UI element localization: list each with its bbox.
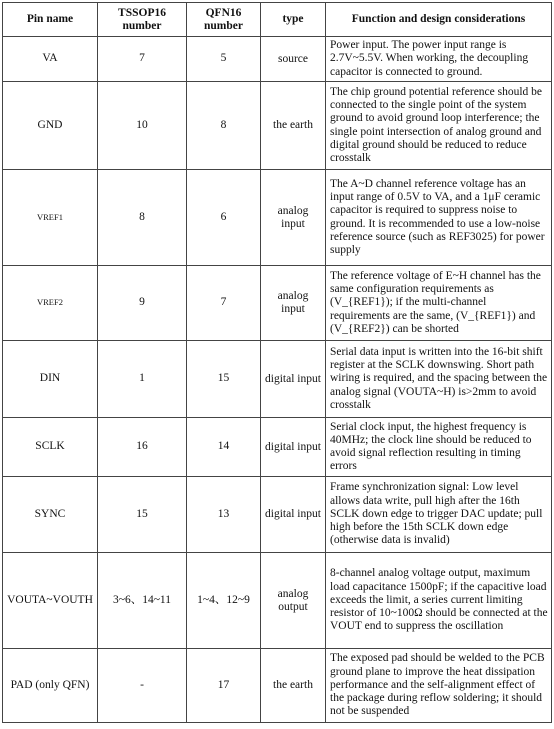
table-row	[3, 266, 552, 341]
table-row	[3, 553, 552, 649]
qfn-number-cell: 1~4、12~9	[187, 553, 261, 649]
type-cell: digital input	[261, 477, 326, 553]
pin-name-cell: VOUTA~VOUTH	[3, 553, 98, 649]
table-row	[3, 37, 552, 82]
qfn-number-cell: 15	[187, 341, 261, 418]
function-cell: Frame synchronization signal: Low level allows data write, pull high after the 16th SCLK down edge to trigger DAC update; pull high before the 15th SCLK down edge (otherwise data is invalid)	[326, 477, 552, 553]
tssop-number-cell: 3~6、14~11	[98, 553, 187, 649]
tssop-number-cell: 1	[98, 341, 187, 418]
function-cell: The reference voltage of E~H channel has the same configuration requirements as (V_{REF1}); if the multi-channel requirements are the same, (V_{REF1}) and (V_{REF2}) can be shorted	[326, 266, 552, 341]
qfn-number-cell: 6	[187, 170, 261, 266]
tssop-number-cell: 16	[98, 418, 187, 477]
function-cell: 8-channel analog voltage output, maximum load capacitance 1500pF; if the capacitive load exceeds the limit, a series current limiting resistor of 10~100Ω should be connected at the VOUT end to suppress the oscillation	[326, 553, 552, 649]
table-row	[3, 418, 552, 477]
type-cell: the earth	[261, 82, 326, 170]
type-cell: analog input	[261, 266, 326, 341]
pin-table	[2, 2, 552, 723]
type-cell: digital input	[261, 341, 326, 418]
pin-name-cell: VREF2	[3, 266, 98, 341]
type-cell: source	[261, 37, 326, 82]
qfn-number-cell: 7	[187, 266, 261, 341]
qfn-number-cell: 13	[187, 477, 261, 553]
tssop-number-cell: -	[98, 649, 187, 723]
qfn-number-cell: 14	[187, 418, 261, 477]
function-cell: Serial data input is written into the 16-bit shift register at the SCLK downswing. Short path wiring is required, and the spacing between the analog signal (VOUTA~H) is>2mm to avoid crosstalk	[326, 341, 552, 418]
pin-name-cell: VA	[3, 37, 98, 82]
header-type: type	[261, 3, 326, 37]
pin-name-cell: PAD (only QFN)	[3, 649, 98, 723]
pin-name-cell: DIN	[3, 341, 98, 418]
table-header	[3, 3, 552, 37]
qfn-number-cell: 17	[187, 649, 261, 723]
header-qfn16-number: QFN16 number	[187, 3, 261, 37]
pin-name-cell: VREF1	[3, 170, 98, 266]
table-row	[3, 477, 552, 553]
type-cell: the earth	[261, 649, 326, 723]
tssop-number-cell: 9	[98, 266, 187, 341]
tssop-number-cell: 10	[98, 82, 187, 170]
table-row	[3, 170, 552, 266]
table-row	[3, 341, 552, 418]
type-cell: analog input	[261, 170, 326, 266]
tssop-number-cell: 8	[98, 170, 187, 266]
function-cell: The chip ground potential reference should be connected to the single point of the system ground to avoid ground loop interference; the single point intersection of analog ground and digital ground should be reduced to reduce crosstalk	[326, 82, 552, 170]
qfn-number-cell: 8	[187, 82, 261, 170]
pin-name-cell: SYNC	[3, 477, 98, 553]
tssop-number-cell: 7	[98, 37, 187, 82]
pin-name-cell: SCLK	[3, 418, 98, 477]
table-row	[3, 82, 552, 170]
function-cell: Power input. The power input range is 2.7V~5.5V. When working, the decoupling capacitor is connected to ground.	[326, 37, 552, 82]
type-cell: digital input	[261, 418, 326, 477]
table-body	[3, 37, 552, 723]
header-tssop16-number: TSSOP16 number	[98, 3, 187, 37]
pin-name-cell: GND	[3, 82, 98, 170]
function-cell: The exposed pad should be welded to the PCB ground plane to improve the heat dissipation performance and the self-alignment effect of the package during reflow soldering; it should not be suspended	[326, 649, 552, 723]
tssop-number-cell: 15	[98, 477, 187, 553]
header-row	[3, 3, 552, 37]
qfn-number-cell: 5	[187, 37, 261, 82]
table-row	[3, 649, 552, 723]
header-pin-name: Pin name	[3, 3, 98, 37]
function-cell: The A~D channel reference voltage has an input range of 0.5V to VA, and a 1μF ceramic capacitor is required to suppress noise to ground. It is recommended to use a low-noise reference source (such as REF3025) for power supply	[326, 170, 552, 266]
header-function: Function and design considerations	[326, 3, 552, 37]
type-cell: analog output	[261, 553, 326, 649]
function-cell: Serial clock input, the highest frequency is 40MHz; the clock line should be reduced to avoid signal reflection resulting in timing errors	[326, 418, 552, 477]
